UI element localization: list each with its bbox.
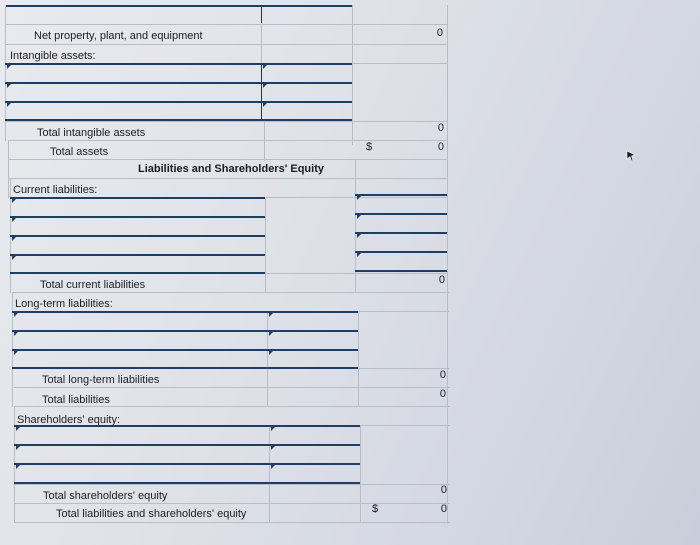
total-current-liabilities-label: Total current liabilities (40, 279, 146, 291)
total-intangible-value: 0 (437, 122, 444, 134)
row-divider (5, 24, 447, 25)
net-ppe-label: Net property, plant, and equipment (34, 30, 203, 42)
row-divider (5, 44, 447, 45)
column-divider (264, 121, 265, 161)
current-liabilities-header: Current liabilities: (13, 184, 98, 196)
input-row-border (355, 270, 447, 272)
current-liability-name-input[interactable] (11, 255, 264, 272)
total-assets-dollar-sign: $ (366, 141, 373, 153)
longterm-liability-name-input[interactable] (13, 350, 266, 367)
row-divider (14, 522, 450, 523)
intangible-asset-amount-input[interactable] (262, 83, 351, 101)
longterm-liability-name-input[interactable] (13, 331, 266, 349)
liabilities-equity-title: Liabilities and Shareholders' Equity (138, 163, 324, 175)
total-longterm-liabilities-value: 0 (439, 369, 446, 381)
input-row-border (12, 367, 358, 369)
intangible-asset-name-input[interactable] (6, 64, 260, 82)
current-liability-amount-input[interactable] (356, 195, 447, 213)
input-row-border (14, 482, 360, 484)
column-divider (261, 5, 262, 23)
row-divider (8, 178, 448, 179)
total-shareholders-equity-label: Total shareholders' equity (43, 490, 168, 502)
total-current-liabilities-value: 0 (438, 274, 445, 286)
intangible-asset-amount-input[interactable] (262, 102, 351, 119)
column-divider (352, 5, 353, 145)
row-divider (14, 387, 450, 388)
current-liability-name-input[interactable] (11, 198, 264, 216)
current-liability-amount-input[interactable] (356, 214, 447, 232)
equity-item-name-input[interactable] (15, 426, 268, 444)
total-intangible-label: Total intangible assets (37, 127, 146, 139)
row-divider (14, 503, 450, 504)
intangible-asset-name-input[interactable] (6, 102, 260, 119)
row-divider (14, 484, 450, 485)
table-left-border (8, 140, 9, 198)
equity-item-name-input[interactable] (15, 464, 268, 482)
current-liability-name-input[interactable] (11, 217, 264, 235)
input-row-border (10, 272, 265, 274)
longterm-liabilities-header: Long-term liabilities: (15, 298, 113, 310)
intangible-assets-header: Intangible assets: (10, 50, 96, 62)
equity-item-amount-input[interactable] (270, 445, 359, 463)
total-liabilities-equity-value: 0 (440, 503, 447, 515)
net-ppe-value: 0 (436, 27, 443, 39)
column-divider (265, 197, 266, 293)
total-assets-label: Total assets (50, 146, 109, 158)
row-divider (8, 140, 448, 141)
total-liabilities-label: Total liabilities (42, 394, 110, 406)
longterm-liability-amount-input[interactable] (268, 350, 357, 367)
total-liabilities-value: 0 (439, 388, 446, 400)
current-liability-name-input[interactable] (11, 236, 264, 254)
intangible-asset-name-input[interactable] (6, 83, 260, 101)
row-divider (14, 406, 450, 407)
arrow-cursor-icon (626, 150, 636, 162)
input-row-border (5, 119, 352, 121)
equity-item-amount-input[interactable] (270, 426, 359, 444)
total-assets-value: 0 (437, 141, 444, 153)
total-shareholders-equity-value: 0 (440, 484, 447, 496)
column-divider (360, 425, 361, 523)
row-divider (8, 159, 448, 160)
row-divider (5, 121, 447, 122)
intangible-asset-amount-input[interactable] (262, 64, 351, 82)
longterm-liability-name-input[interactable] (13, 312, 266, 330)
longterm-liability-amount-input[interactable] (268, 312, 357, 330)
equity-item-amount-input[interactable] (270, 464, 359, 482)
total-liabilities-equity-dollar-sign: $ (372, 503, 379, 515)
equity-item-name-input[interactable] (15, 445, 268, 463)
row-divider (12, 292, 449, 293)
shareholders-equity-header: Shareholders' equity: (17, 414, 120, 426)
total-longterm-liabilities-label: Total long-term liabilities (42, 374, 160, 386)
current-liability-amount-input[interactable] (356, 252, 447, 270)
longterm-liability-amount-input[interactable] (268, 331, 357, 349)
input-row-border (5, 5, 352, 7)
total-liabilities-equity-label: Total liabilities and shareholders' equity (56, 508, 247, 520)
column-divider (358, 311, 359, 407)
table-right-border (447, 5, 448, 524)
current-liability-amount-input[interactable] (356, 233, 447, 251)
